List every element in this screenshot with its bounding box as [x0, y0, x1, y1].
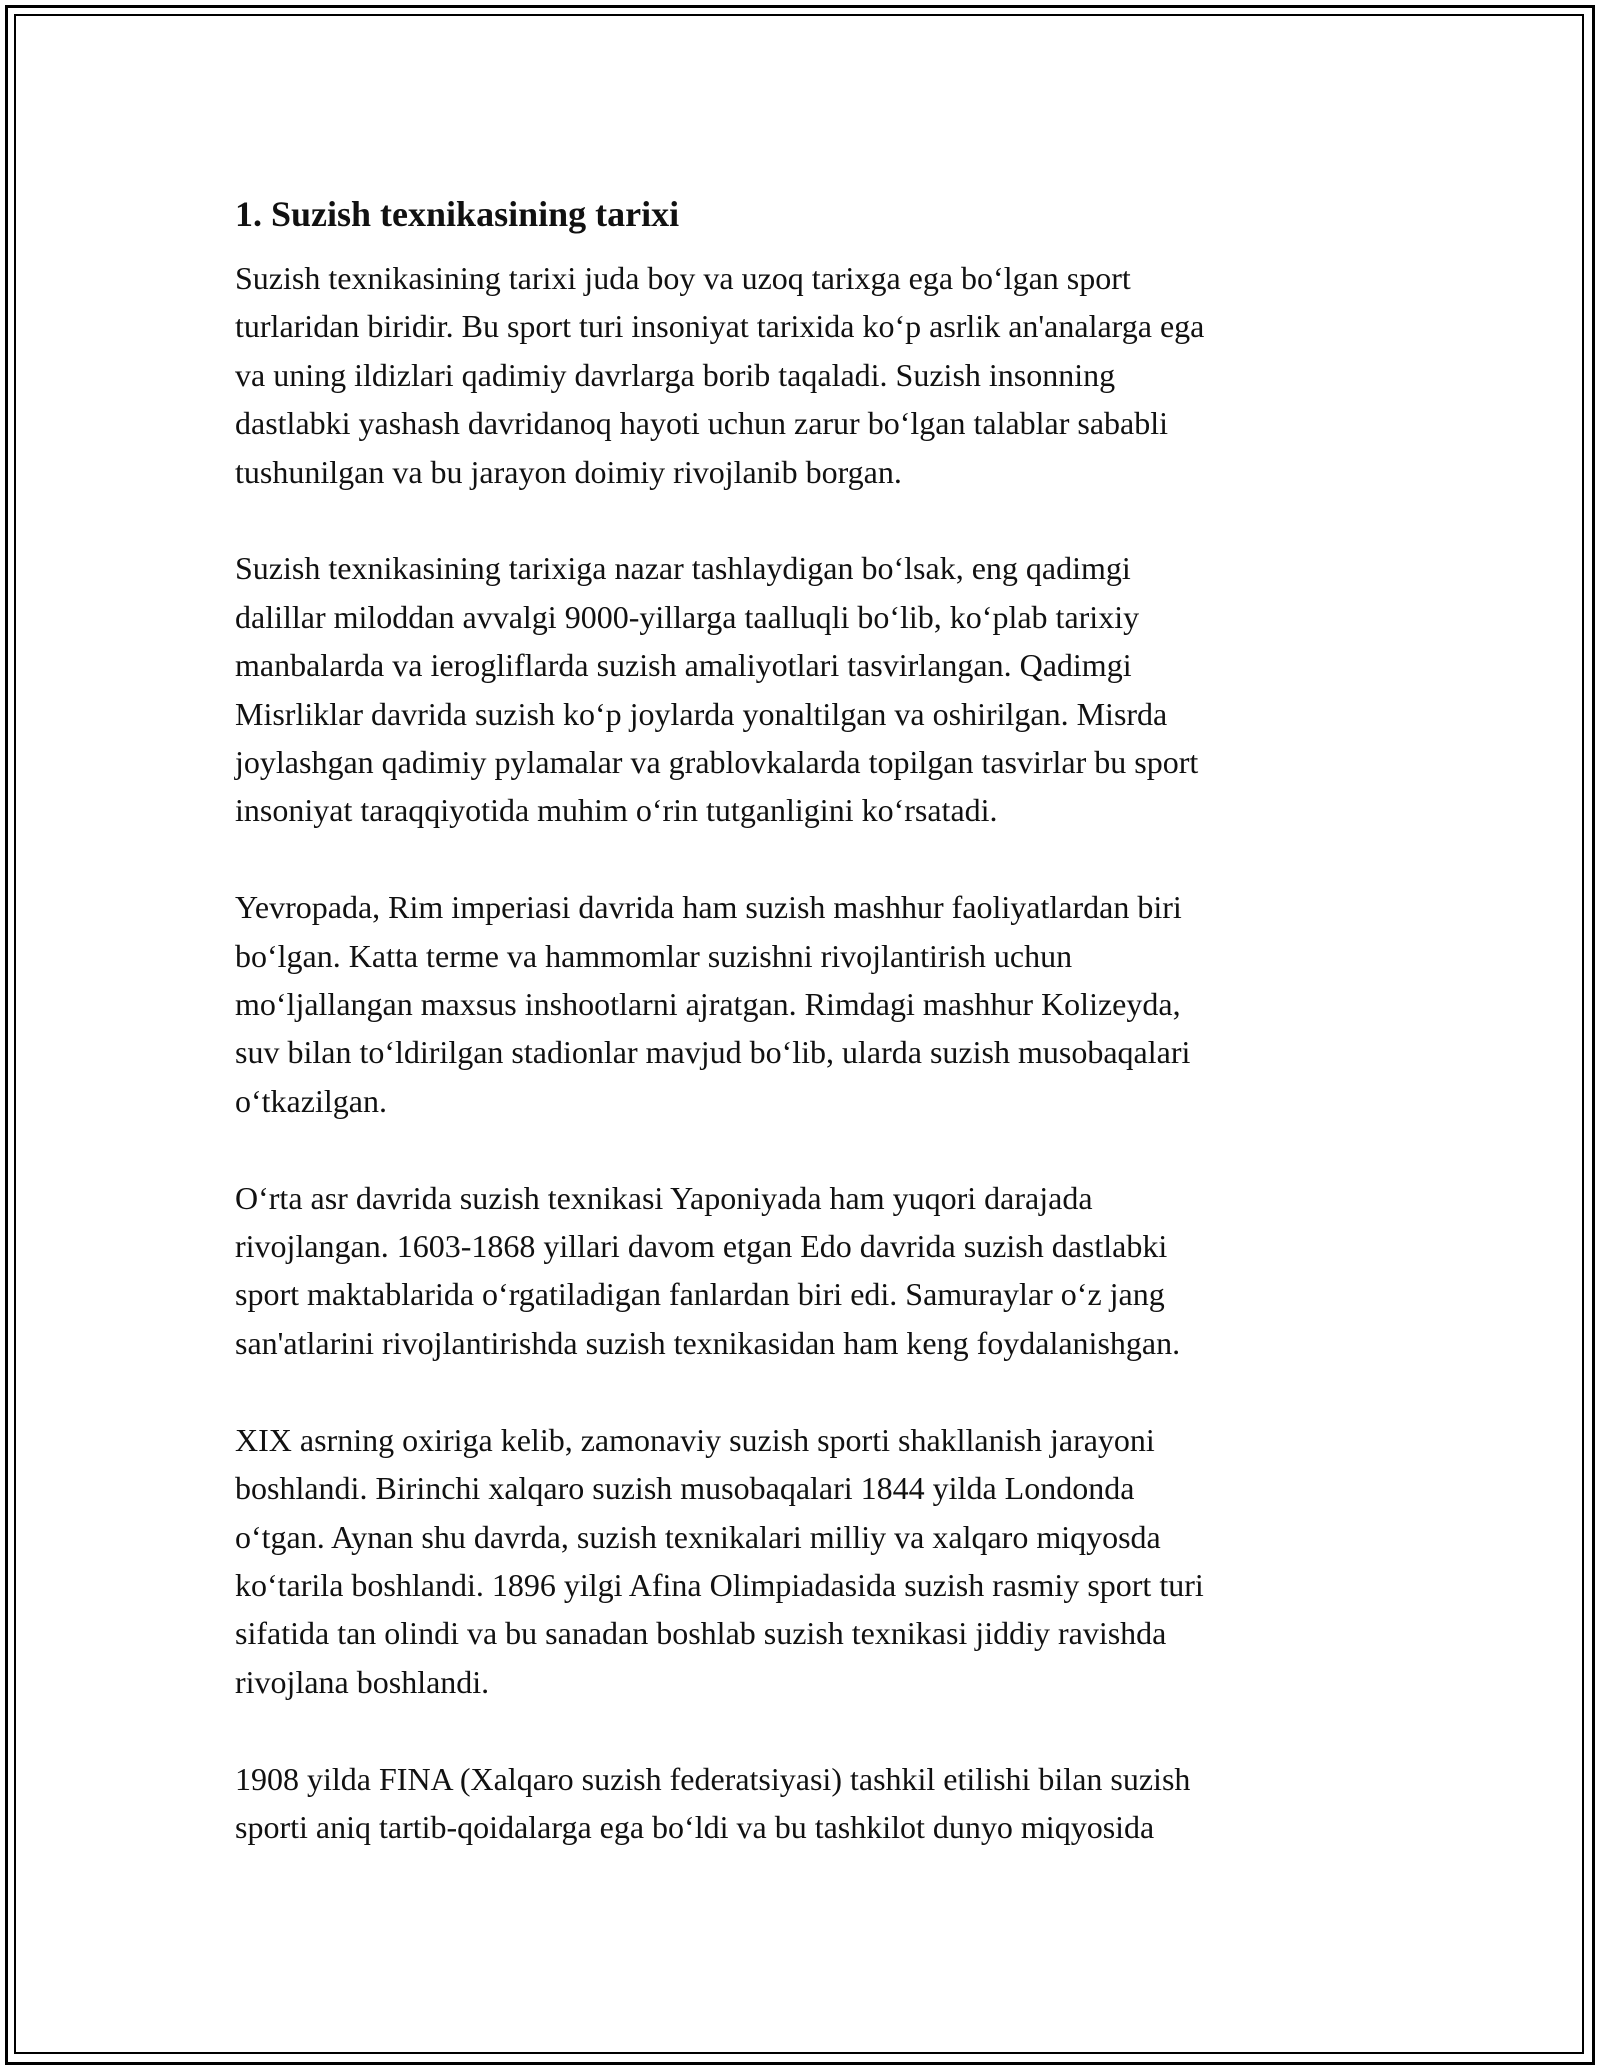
paragraph-2: Suzish texnikasining tarixiga nazar tashlaydigan boʻlsak, eng qadimgi dalillar miloddan avvalgi 9000-yillarga taalluqli boʻlib, koʻplab tarixiy manbalarda va ierogliflarda suzish amaliyotlari tasvirlangan. Qadimgi Misrliklar davrida suzish koʻp joylarda yonaltilgan va oshirilgan. Misrda joylashgan qadimiy pylamalar va grablovkalarda topilgan tasvirlar bu sport insoniyat taraqqiyotida muhim oʻrin tutganligini koʻrsatadi. [235, 550, 1199, 829]
document-body [235, 186, 1365, 1900]
paragraph-4: Oʻrta asr davrida suzish texnikasi Yaponiyada ham yuqori darajada rivojlangan. 1603-1868 yillari davom etgan Edo davrida suzish dastlabki sport maktablarida oʻrgatiladigan fanlardan biri edi. Samuraylar oʻz jang san'atlarini rivojlantirishda suzish texnikasidan ham keng foydalanishgan. [235, 1179, 1181, 1361]
paragraph-3: Yevropada, Rim imperiasi davrida ham suzish mashhur faoliyatlardan biri boʻlgan. Katta terme va hammomlar suzishni rivojlantirish uchun moʻljallangan maxsus inshootlarni ajratgan. Rimdagi mashhur Kolizeyda, suv bilan toʻldirilgan stadionlar mavjud boʻlib, ularda suzish musobaqalari oʻtkazilgan. [235, 889, 1191, 1119]
paragraph-5: XIX asrning oxiriga kelib, zamonaviy suzish sporti shakllanish jarayoni boshlandi. Birinchi xalqaro suzish musobaqalari 1844 yilda Londonda oʻtgan. Aynan shu davrda, suzish texnikalari milliy va xalqaro miqyosda koʻtarila boshlandi. 1896 yilgi Afina Olimpiadasida suzish rasmiy sport turi sifatida tan olindi va bu sanadan boshlab suzish texnikasi jiddiy ravishda rivojlana boshlandi. [235, 1421, 1204, 1700]
paragraph-6: 1908 yilda FINA (Xalqaro suzish federatsiyasi) tashkil etilishi bilan suzish sporti aniq tartib-qoidalarga ega boʻldi va bu tashkilot dunyo miqyosida [235, 1760, 1191, 1845]
paragraph-1: Suzish texnikasining tarixi juda boy va uzoq tarixga ega boʻlgan sport turlaridan biridir. Bu sport turi insoniyat tarixida koʻp asrlik an'analarga ega va uning ildizlari qadimiy davrlarga borib taqaladi. Suzish insonning dastlabki yashash davridanoq hayoti uchun zarur boʻlgan talablar sababli tushunilgan va bu jarayon doimiy rivojlanib borgan. [235, 260, 1205, 490]
section-heading: 1. Suzish texnikasining tarixi [235, 194, 680, 234]
